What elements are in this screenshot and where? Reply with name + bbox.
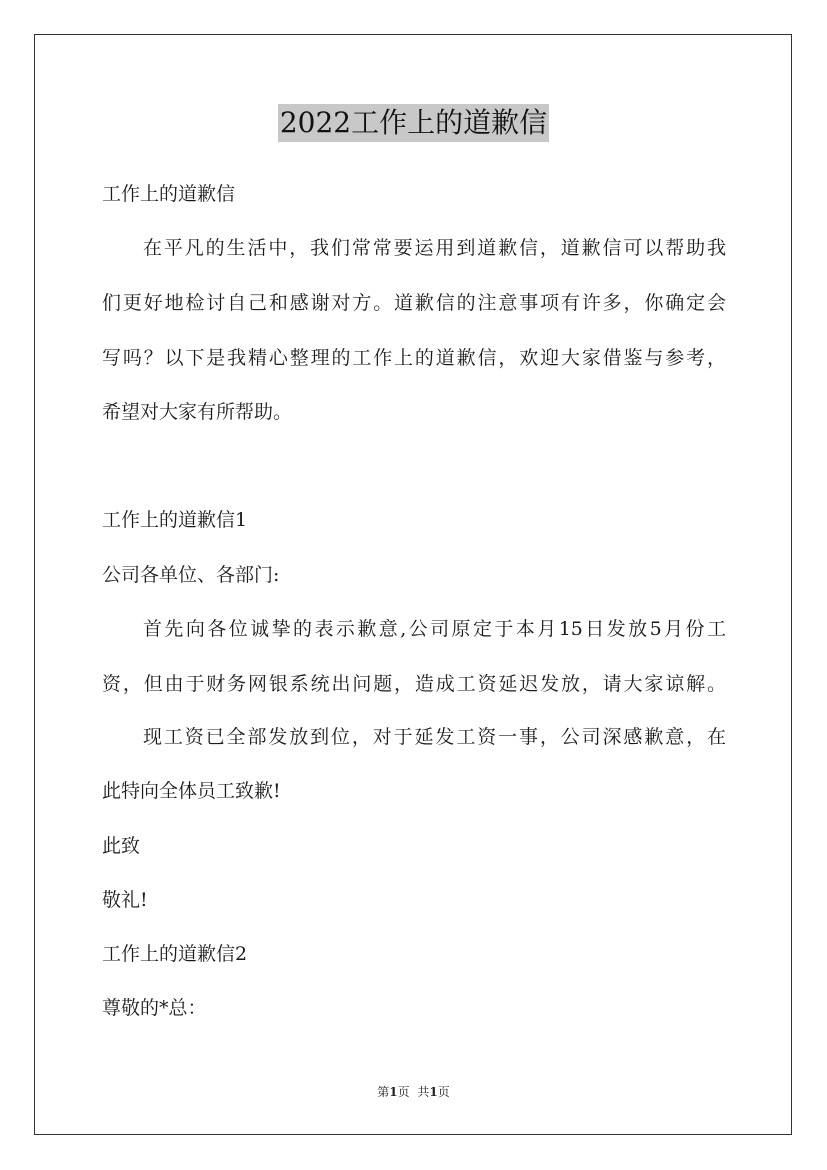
page-suffix: 页 [397,1085,410,1099]
paragraph-line: 在平凡的生活中，我们常常要运用到道歉信，道歉信可以帮助我 [143,237,726,259]
paragraph-line: 首先向各位诚挚的表示歉意,公司原定于本月15日发放5月份工 [143,618,726,640]
document-title: 2022工作上的道歉信 [278,104,549,142]
page-footer [0,1084,827,1100]
paragraph-line: 资，但由于财务网银系统出问题，造成工资延迟发放，请大家谅解。 [102,673,726,695]
letter-heading: 工作上的道歉信2 [102,943,248,965]
page-number: 1 [389,1085,398,1099]
paragraph-line: 现工资已全部发放到位，对于延发工资一事，公司深感歉意，在 [143,726,726,748]
title-container [0,104,827,142]
salutation: 尊敬的*总： [102,997,207,1019]
closing-line: 敬礼! [102,889,148,911]
paragraph-line: 此特向全体员工致歉! [102,780,281,802]
closing-line: 此致 [102,835,141,857]
total-pages: 1 [429,1085,438,1099]
paragraph-line: 们更好地检讨自己和感谢对方。道歉信的注意事项有许多，你确定会 [102,292,726,314]
page-prefix: 第 [377,1085,390,1099]
letter-heading: 工作上的道歉信1 [102,509,248,531]
total-suffix: 页 [437,1085,450,1099]
total-prefix: 共 [417,1085,430,1099]
section-heading: 工作上的道歉信 [102,183,236,205]
paragraph-line: 希望对大家有所帮助。 [102,401,293,423]
salutation: 公司各单位、各部门: [102,564,280,586]
paragraph-line: 写吗？以下是我精心整理的工作上的道歉信，欢迎大家借鉴与参考， [102,347,726,369]
